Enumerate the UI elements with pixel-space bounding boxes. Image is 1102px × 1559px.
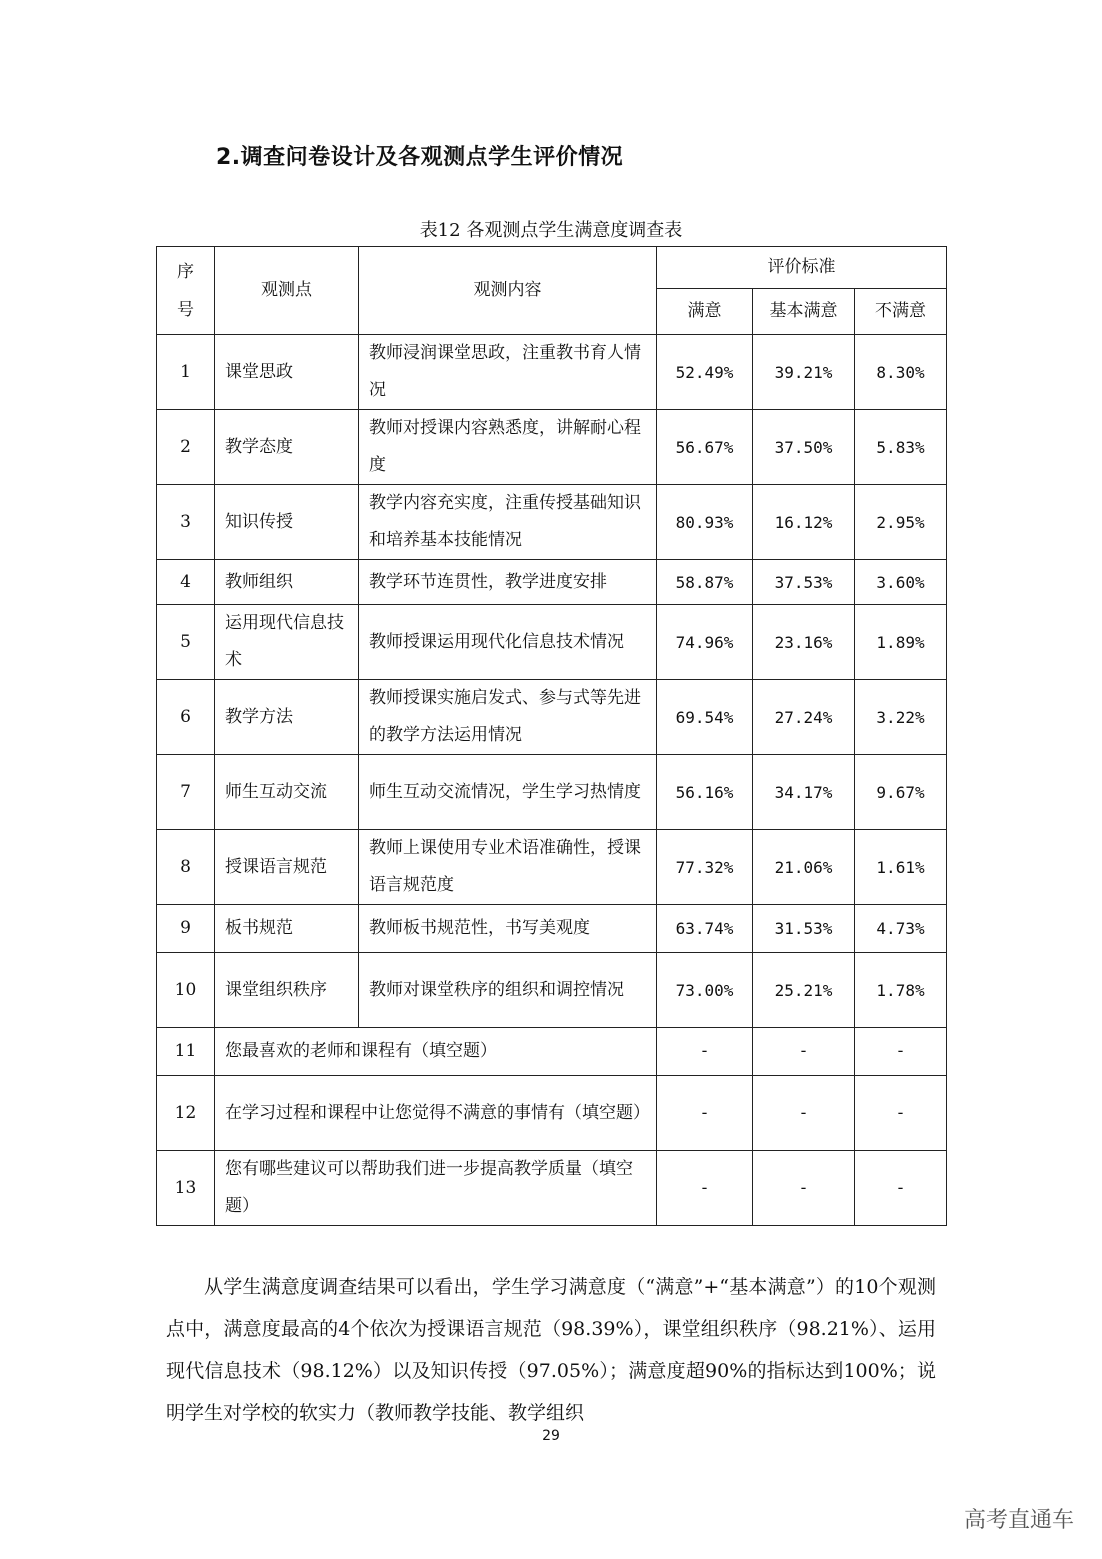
observation-point-cell: 授课语言规范	[215, 830, 359, 905]
observation-content-cell: 教师上课使用专业术语准确性，授课语言规范度	[359, 830, 657, 905]
page-number: 29	[542, 1428, 560, 1444]
unsatisfied-value: -	[855, 1076, 947, 1151]
basically-satisfied-value: 34.17%	[753, 755, 855, 830]
basically-satisfied-value: -	[753, 1028, 855, 1076]
satisfied-value: 80.93%	[657, 485, 753, 560]
row-number: 10	[157, 953, 215, 1028]
survey-table-body	[157, 335, 947, 1226]
table-row	[157, 953, 947, 1028]
satisfied-value: 56.67%	[657, 410, 753, 485]
row-number: 3	[157, 485, 215, 560]
basically-satisfied-value: 31.53%	[753, 905, 855, 953]
observation-content-cell: 教学环节连贯性，教学进度安排	[359, 560, 657, 605]
basically-satisfied-value: 16.12%	[753, 485, 855, 560]
row-number: 2	[157, 410, 215, 485]
unsatisfied-value: 3.60%	[855, 560, 947, 605]
header-index	[157, 247, 215, 335]
satisfied-value: 77.32%	[657, 830, 753, 905]
basically-satisfied-value: 39.21%	[753, 335, 855, 410]
satisfied-value: -	[657, 1151, 753, 1226]
observation-content-cell: 教师授课实施启发式、参与式等先进的教学方法运用情况	[359, 680, 657, 755]
observation-content-cell: 教师对课堂秩序的组织和调控情况	[359, 953, 657, 1028]
observation-content-cell: 教师浸润课堂思政，注重教书育人情况	[359, 335, 657, 410]
header-observation-point: 观测点	[215, 247, 359, 335]
row-number: 1	[157, 335, 215, 410]
satisfied-value: 52.49%	[657, 335, 753, 410]
unsatisfied-value: 1.89%	[855, 605, 947, 680]
unsatisfied-value: -	[855, 1028, 947, 1076]
basically-satisfied-value: 27.24%	[753, 680, 855, 755]
unsatisfied-value: 4.73%	[855, 905, 947, 953]
row-number: 11	[157, 1028, 215, 1076]
observation-content-cell: 教学内容充实度，注重传授基础知识和培养基本技能情况	[359, 485, 657, 560]
open-question-cell: 在学习过程和课程中让您觉得不满意的事情有（填空题）	[215, 1076, 657, 1151]
row-number: 9	[157, 905, 215, 953]
row-number: 4	[157, 560, 215, 605]
observation-point-cell: 板书规范	[215, 905, 359, 953]
satisfied-value: 74.96%	[657, 605, 753, 680]
table-row	[157, 1076, 947, 1151]
observation-point-cell: 师生互动交流	[215, 755, 359, 830]
basically-satisfied-value: 25.21%	[753, 953, 855, 1028]
unsatisfied-value: 1.61%	[855, 830, 947, 905]
observation-content-cell: 教师授课运用现代化信息技术情况	[359, 605, 657, 680]
watermark-text: 高考直通车	[963, 1508, 1074, 1533]
unsatisfied-value: 3.22%	[855, 680, 947, 755]
observation-point-cell: 知识传授	[215, 485, 359, 560]
unsatisfied-value: 2.95%	[855, 485, 947, 560]
header-index-label: 序号	[177, 261, 194, 320]
header-satisfied: 满意	[657, 289, 753, 335]
table-row	[157, 680, 947, 755]
table-row	[157, 410, 947, 485]
table-row	[157, 605, 947, 680]
open-question-cell: 您最喜欢的老师和课程有（填空题）	[215, 1028, 657, 1076]
satisfied-value: 73.00%	[657, 953, 753, 1028]
observation-point-cell: 教学态度	[215, 410, 359, 485]
satisfied-value: -	[657, 1028, 753, 1076]
row-number: 8	[157, 830, 215, 905]
observation-point-cell: 运用现代信息技术	[215, 605, 359, 680]
unsatisfied-value: 8.30%	[855, 335, 947, 410]
header-evaluation-criteria: 评价标准	[657, 247, 947, 289]
unsatisfied-value: 1.78%	[855, 953, 947, 1028]
satisfaction-survey-table	[156, 246, 947, 1226]
satisfied-value: 69.54%	[657, 680, 753, 755]
satisfied-value: 56.16%	[657, 755, 753, 830]
header-unsatisfied: 不满意	[855, 289, 947, 335]
header-basically-satisfied: 基本满意	[753, 289, 855, 335]
row-number: 13	[157, 1151, 215, 1226]
basically-satisfied-value: -	[753, 1076, 855, 1151]
summary-paragraph: 从学生满意度调查结果可以看出，学生学习满意度（“满意”+“基本满意”）的10个观测点中，满意度最高的4个依次为授课语言规范（98.39%），课堂组织秩序（98.21%）、运用现代信息技术（98.12%）以及知识传授（97.05%）；满意度超90%的指标达到100%；说明学生对学校的软实力（教师教学技能、教学组织	[166, 1276, 936, 1424]
table-row	[157, 1151, 947, 1226]
basically-satisfied-value: 37.53%	[753, 560, 855, 605]
table-row	[157, 560, 947, 605]
satisfied-value: 63.74%	[657, 905, 753, 953]
header-observation-content: 观测内容	[359, 247, 657, 335]
table-row	[157, 755, 947, 830]
basically-satisfied-value: -	[753, 1151, 855, 1226]
observation-point-cell: 教学方法	[215, 680, 359, 755]
table-row	[157, 1028, 947, 1076]
table-row	[157, 830, 947, 905]
observation-content-cell: 教师板书规范性，书写美观度	[359, 905, 657, 953]
table-row	[157, 335, 947, 410]
open-question-cell: 您有哪些建议可以帮助我们进一步提高教学质量（填空题）	[215, 1151, 657, 1226]
observation-point-cell: 教师组织	[215, 560, 359, 605]
observation-point-cell: 课堂思政	[215, 335, 359, 410]
unsatisfied-value: -	[855, 1151, 947, 1226]
observation-content-cell: 师生互动交流情况，学生学习热情度	[359, 755, 657, 830]
row-number: 5	[157, 605, 215, 680]
basically-satisfied-value: 23.16%	[753, 605, 855, 680]
basically-satisfied-value: 21.06%	[753, 830, 855, 905]
table-row	[157, 905, 947, 953]
satisfied-value: -	[657, 1076, 753, 1151]
observation-point-cell: 课堂组织秩序	[215, 953, 359, 1028]
unsatisfied-value: 9.67%	[855, 755, 947, 830]
unsatisfied-value: 5.83%	[855, 410, 947, 485]
satisfied-value: 58.87%	[657, 560, 753, 605]
observation-content-cell: 教师对授课内容熟悉度，讲解耐心程度	[359, 410, 657, 485]
row-number: 6	[157, 680, 215, 755]
table-row	[157, 485, 947, 560]
row-number: 7	[157, 755, 215, 830]
row-number: 12	[157, 1076, 215, 1151]
basically-satisfied-value: 37.50%	[753, 410, 855, 485]
section-heading: 2.调查问卷设计及各观测点学生评价情况	[216, 145, 624, 170]
table-caption: 表12 各观测点学生满意度调查表	[419, 220, 683, 241]
